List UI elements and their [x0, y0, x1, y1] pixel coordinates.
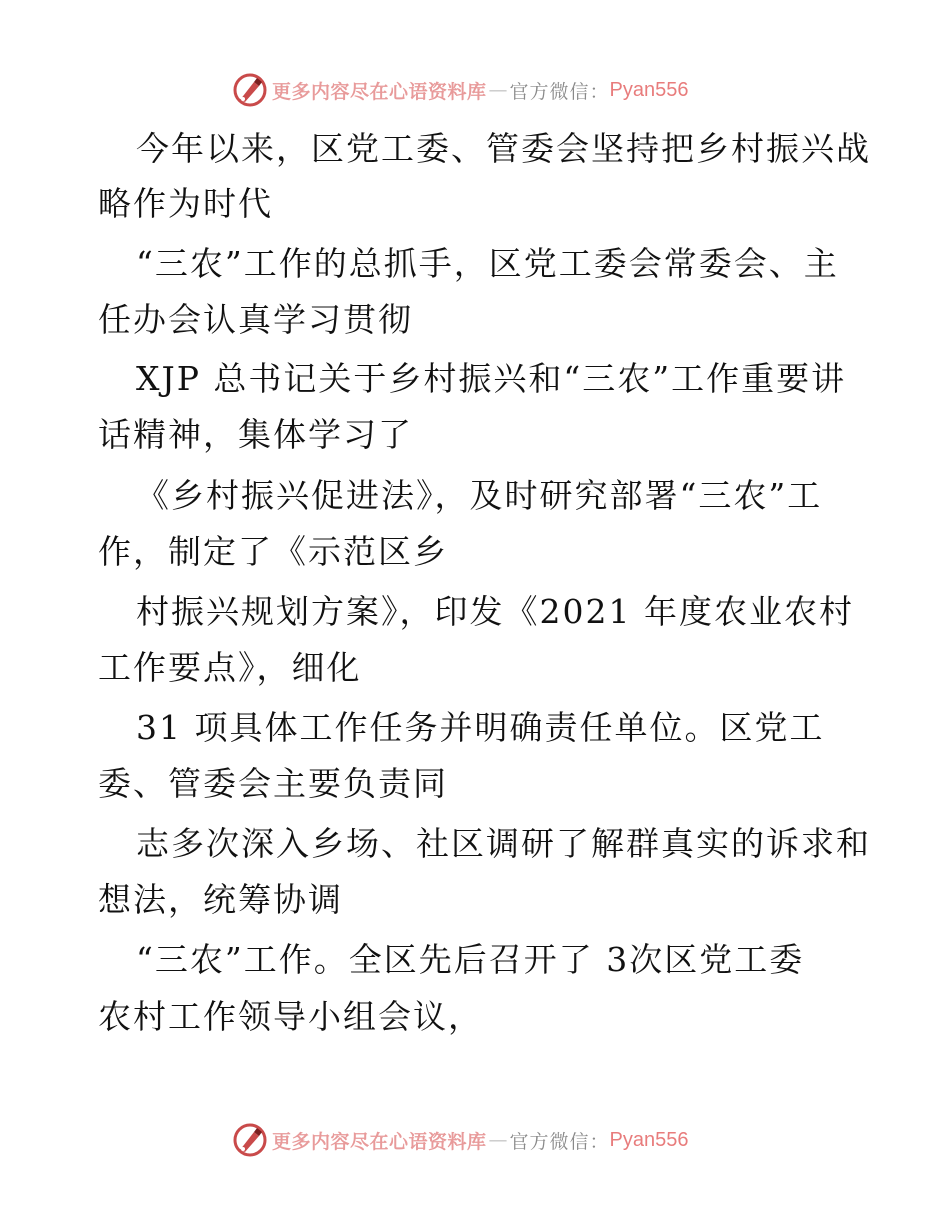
wechat-label: 官方微信： — [509, 80, 610, 103]
paragraph-line: 《乡村振兴促进法》，及时研究部署“三农”工 — [136, 476, 823, 515]
paragraph-line: 工作要点》，细化 — [98, 648, 362, 687]
watermark-banner-bottom — [232, 1122, 689, 1158]
paragraph-line: 略作为时代 — [98, 184, 273, 223]
paragraph-line: “三农”工作。全区先后召开了 3次区党工委 — [136, 940, 805, 979]
wechat-id: Pyan556 — [609, 78, 689, 101]
paragraph-line: “三农”工作的总抓手，区党工委会常委会、主 — [136, 244, 839, 283]
paragraph-line: 想法，统筹协调 — [98, 880, 343, 919]
paragraph-line: 今年以来，区党工委、管委会坚持把乡村振兴战 — [136, 129, 871, 168]
paragraph-line: 委、管委会主要负责同 — [98, 764, 448, 803]
watermark-dash: — — [488, 1129, 508, 1151]
paragraph-line: XJP 总书记关于乡村振兴和“三农”工作重要讲 — [136, 359, 847, 398]
wechat-label: 官方微信： — [509, 1130, 610, 1153]
paragraph-line: 志多次深入乡场、社区调研了解群真实的诉求和 — [136, 824, 871, 863]
paragraph-line: 任办会认真学习贯彻 — [98, 300, 413, 339]
watermark-text: 更多内容尽在心语资料库 — [272, 80, 487, 103]
wechat-id: Pyan556 — [609, 1128, 689, 1151]
paragraph-line: 话精神，集体学习了 — [98, 415, 413, 454]
watermark-text: 更多内容尽在心语资料库 — [272, 1130, 487, 1153]
watermark-dash: — — [488, 79, 508, 101]
paragraph-line: 村振兴规划方案》，印发《2021 年度农业农村 — [136, 592, 854, 631]
paragraph-line: 农村工作领导小组会议， — [98, 997, 483, 1036]
pen-logo-icon — [232, 1122, 268, 1158]
paragraph-line: 作，制定了《示范区乡 — [98, 532, 448, 571]
paragraph-line: 31 项具体工作任务并明确责任单位。区党工 — [136, 708, 825, 747]
